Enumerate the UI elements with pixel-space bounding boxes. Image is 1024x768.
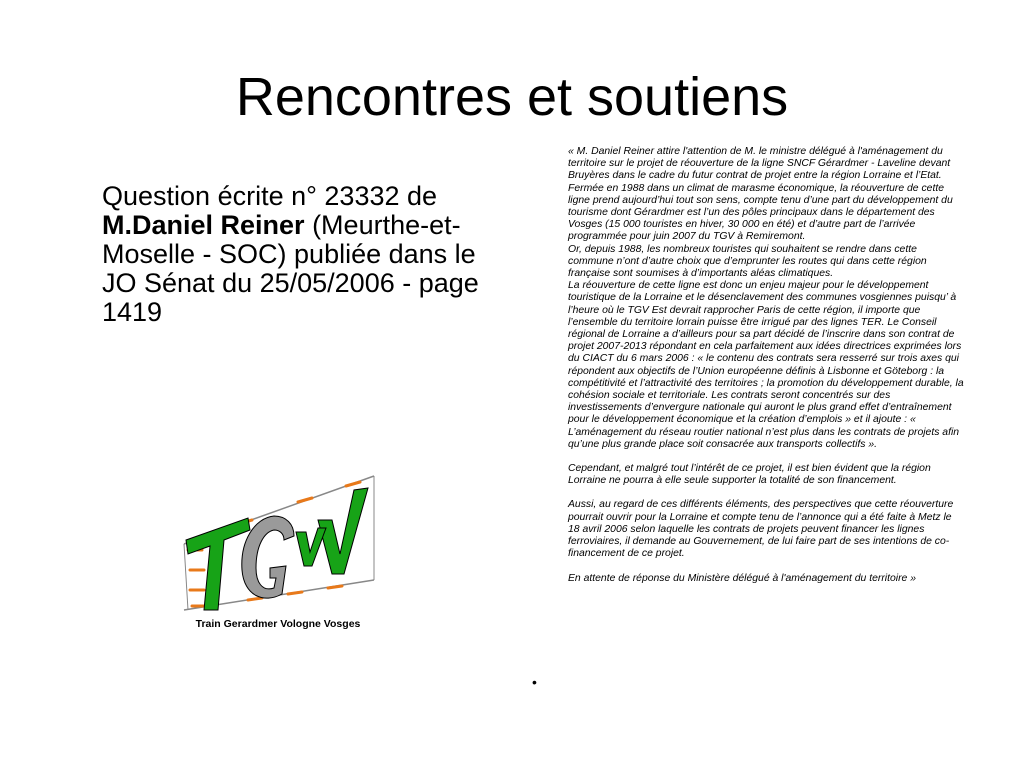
- question-suffix: (Meurthe-et-Moselle - SOC) publiée dans le JO Sénat du 25/05/2006 - page 1419: [102, 210, 479, 327]
- logo-letter-t: [186, 518, 250, 610]
- list-bullet: •: [532, 674, 537, 690]
- body-paragraph: Or, depuis 1988, les nombreux touristes qui souhaitent se rendre dans cette commune n’ont d’autre choix que d’emprunter les routes qui dans cette région française sont soumises à d’importants aléas climatiques.: [568, 243, 927, 280]
- question-prefix: Question écrite n° 23332 de: [102, 181, 438, 211]
- tgv-logo: [178, 470, 378, 630]
- body-paragraph: En attente de réponse du Ministère délégué à l'aménagement du territoire »: [568, 572, 916, 584]
- question-reference: [102, 182, 492, 327]
- body-paragraph: Cependant, et malgré tout l’intérêt de ce projet, il est bien évident que la région Lorraine ne pourra à elle seule supporter la totalité de son financement.: [568, 463, 931, 487]
- logo-letter-v: [318, 488, 368, 574]
- body-paragraph: Aussi, au regard de ces différents éléments, des perspectives que cette réouverture pourrait ouvrir pour la Lorraine et compte tenu de l’annonce qui a été faite à Metz le 18 avril 2006 selon laquelle les contrats de projets peuvent financer les lignes ferroviaires, il demande au Gouvernement, de lui faire part de ses intentions de co-financement de ce projet.: [568, 499, 954, 560]
- body-paragraph: « M. Daniel Reiner attire l'attention de M. le ministre délégué à l'aménagement du territoire sur le projet de réouverture de la ligne SNCF Gérardmer - Laveline devant Bruyères dans le cadre du futur contrat de projet entre la région Lorraine et l’Etat.: [568, 146, 951, 182]
- slide-title: Rencontres et soutiens: [235, 67, 789, 127]
- body-paragraph: Fermée en 1988 dans un climat de marasme économique, la réouverture de cette ligne prend aujourd’hui tout son sens, compte tenu d’une part du développement du tourisme dont Gérardmer est l’un des pôles principaux dans le département des Vosges (15 000 touristes en hiver, 30 000 en été) et d’autre part de l’arrivée programmée pour juin 2007 du TGV à Remiremont.: [568, 182, 953, 243]
- rail-line-left: [184, 544, 188, 610]
- logo-caption: Train Gerardmer Vologne Vosges: [195, 618, 361, 630]
- question-author: M.Daniel Reiner: [102, 210, 305, 240]
- logo-small-v: [296, 528, 326, 566]
- question-body: [568, 146, 964, 585]
- body-paragraph: La réouverture de cette ligne est donc un enjeu majeur pour le développement touristique de la Lorraine et le désenclavement des communes vosgiennes puisqu’ à l’heure où le TGV Est devrait rapprocher Paris de cette région, il importe que l’ensemble du territoire lorrain puisse être irrigué par des lignes TER. Le Conseil régional de Lorraine a d’ailleurs pour sa part décidé de l’inscrire dans son contrat de projet 2007-2013 répondant en cela parfaitement aux idées directrices exprimées lors du CIACT du 6 mars 2006 : « le contenu des contrats sera resserré sur trois axes qui répondent aux objectifs de l’Union européenne définis à Lisbonne et Göteborg : la compétitivité et l’attractivité des territoires ; la promotion du développement durable, la cohésion sociale et territoriale. Les contrats seront concentrés sur des investissements d’envergure nationale qui auront le plus grand effet d’entraînement pour le développement économique et la création d’emplois » et il ajoute : « L’aménagement du réseau routier national n’est plus dans les contrats de projets afin qu’une plus grande place soit consacrée aux transports collectifs ».: [568, 280, 964, 450]
